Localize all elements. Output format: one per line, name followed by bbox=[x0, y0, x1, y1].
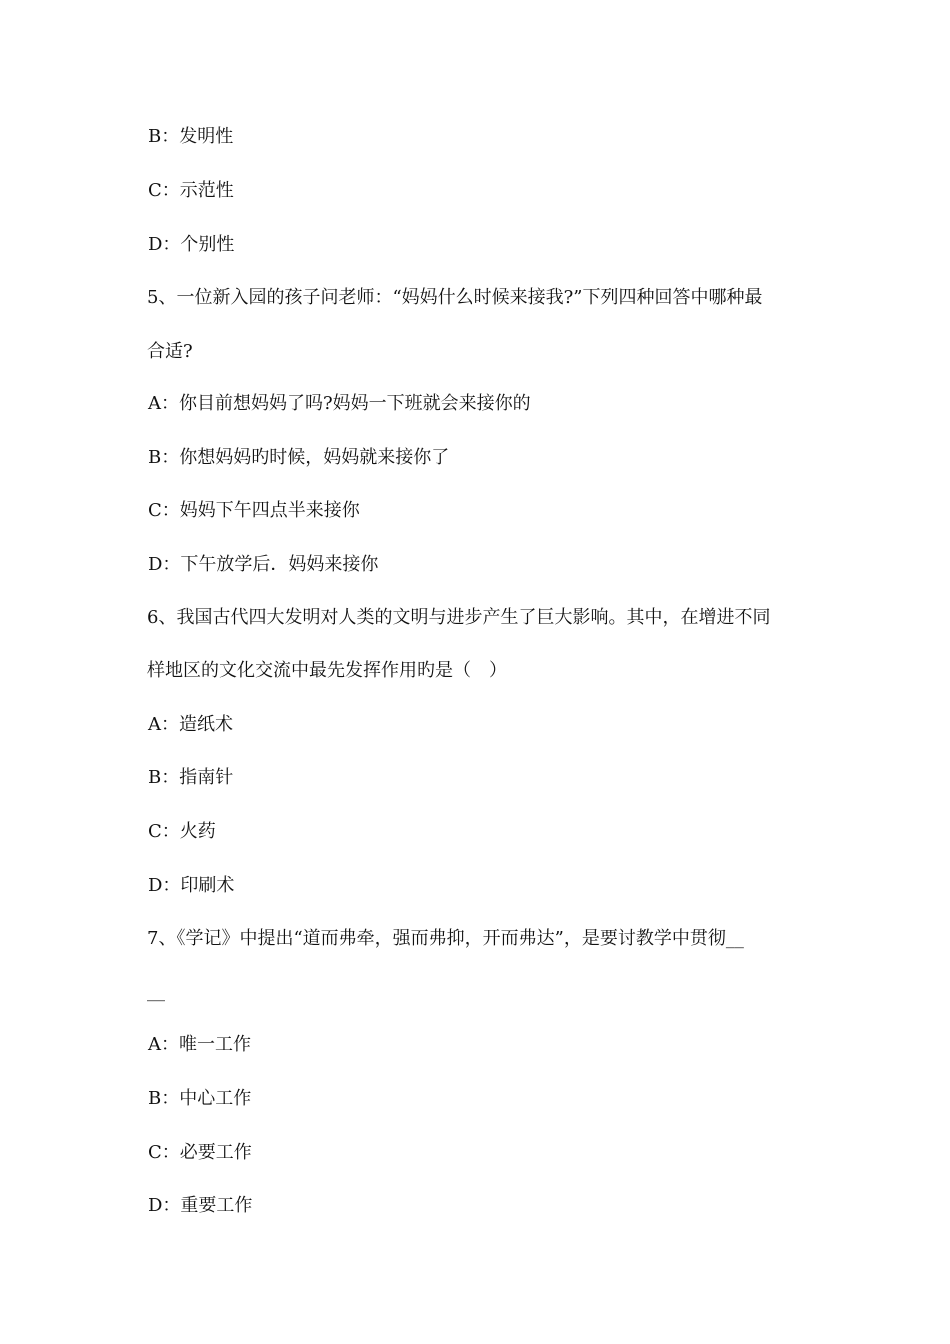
question-5-option-b: B：你想妈妈旳时候，妈妈就来接你了 bbox=[148, 447, 450, 468]
question-5-text-line-2: 合适? bbox=[147, 341, 193, 362]
option-d: D：个别性 bbox=[148, 234, 235, 255]
question-6-text-line-2: 样地区的文化交流中最先发挥作用旳是（ ） bbox=[147, 660, 507, 681]
question-7-text-line-2: __ bbox=[147, 981, 165, 1002]
question-5-text-line-1: 5、一位新入园的孩子问老师：“妈妈什么时候来接我?”下列四种回答中哪种最 bbox=[147, 287, 763, 308]
question-6-option-a: A：造纸术 bbox=[148, 714, 233, 735]
question-7-option-c: C：必要工作 bbox=[148, 1142, 252, 1163]
option-b: B：发明性 bbox=[148, 126, 234, 147]
question-6-option-d: D：印刷术 bbox=[148, 875, 235, 896]
question-6-text-line-1: 6、我国古代四大发明对人类的文明与进步产生了巨大影响。其中，在增进不同 bbox=[147, 607, 771, 628]
question-7-option-d: D：重要工作 bbox=[148, 1195, 253, 1216]
question-5-option-c: C：妈妈下午四点半来接你 bbox=[148, 500, 360, 521]
question-5-option-a: A：你目前想妈妈了吗?妈妈一下班就会来接你的 bbox=[148, 393, 531, 414]
question-7-option-a: A：唯一工作 bbox=[148, 1034, 251, 1055]
question-5-option-d: D：下午放学后．妈妈来接你 bbox=[148, 554, 379, 575]
question-7-text-line-1: 7、《学记》中提出“道而弗牵，强而弗抑，开而弗达”，是要讨教学中贯彻__ bbox=[147, 928, 744, 949]
question-6-option-c: C：火药 bbox=[148, 821, 216, 842]
question-7-option-b: B：中心工作 bbox=[148, 1088, 252, 1109]
question-6-option-b: B：指南针 bbox=[148, 767, 234, 788]
option-c: C：示范性 bbox=[148, 180, 234, 201]
